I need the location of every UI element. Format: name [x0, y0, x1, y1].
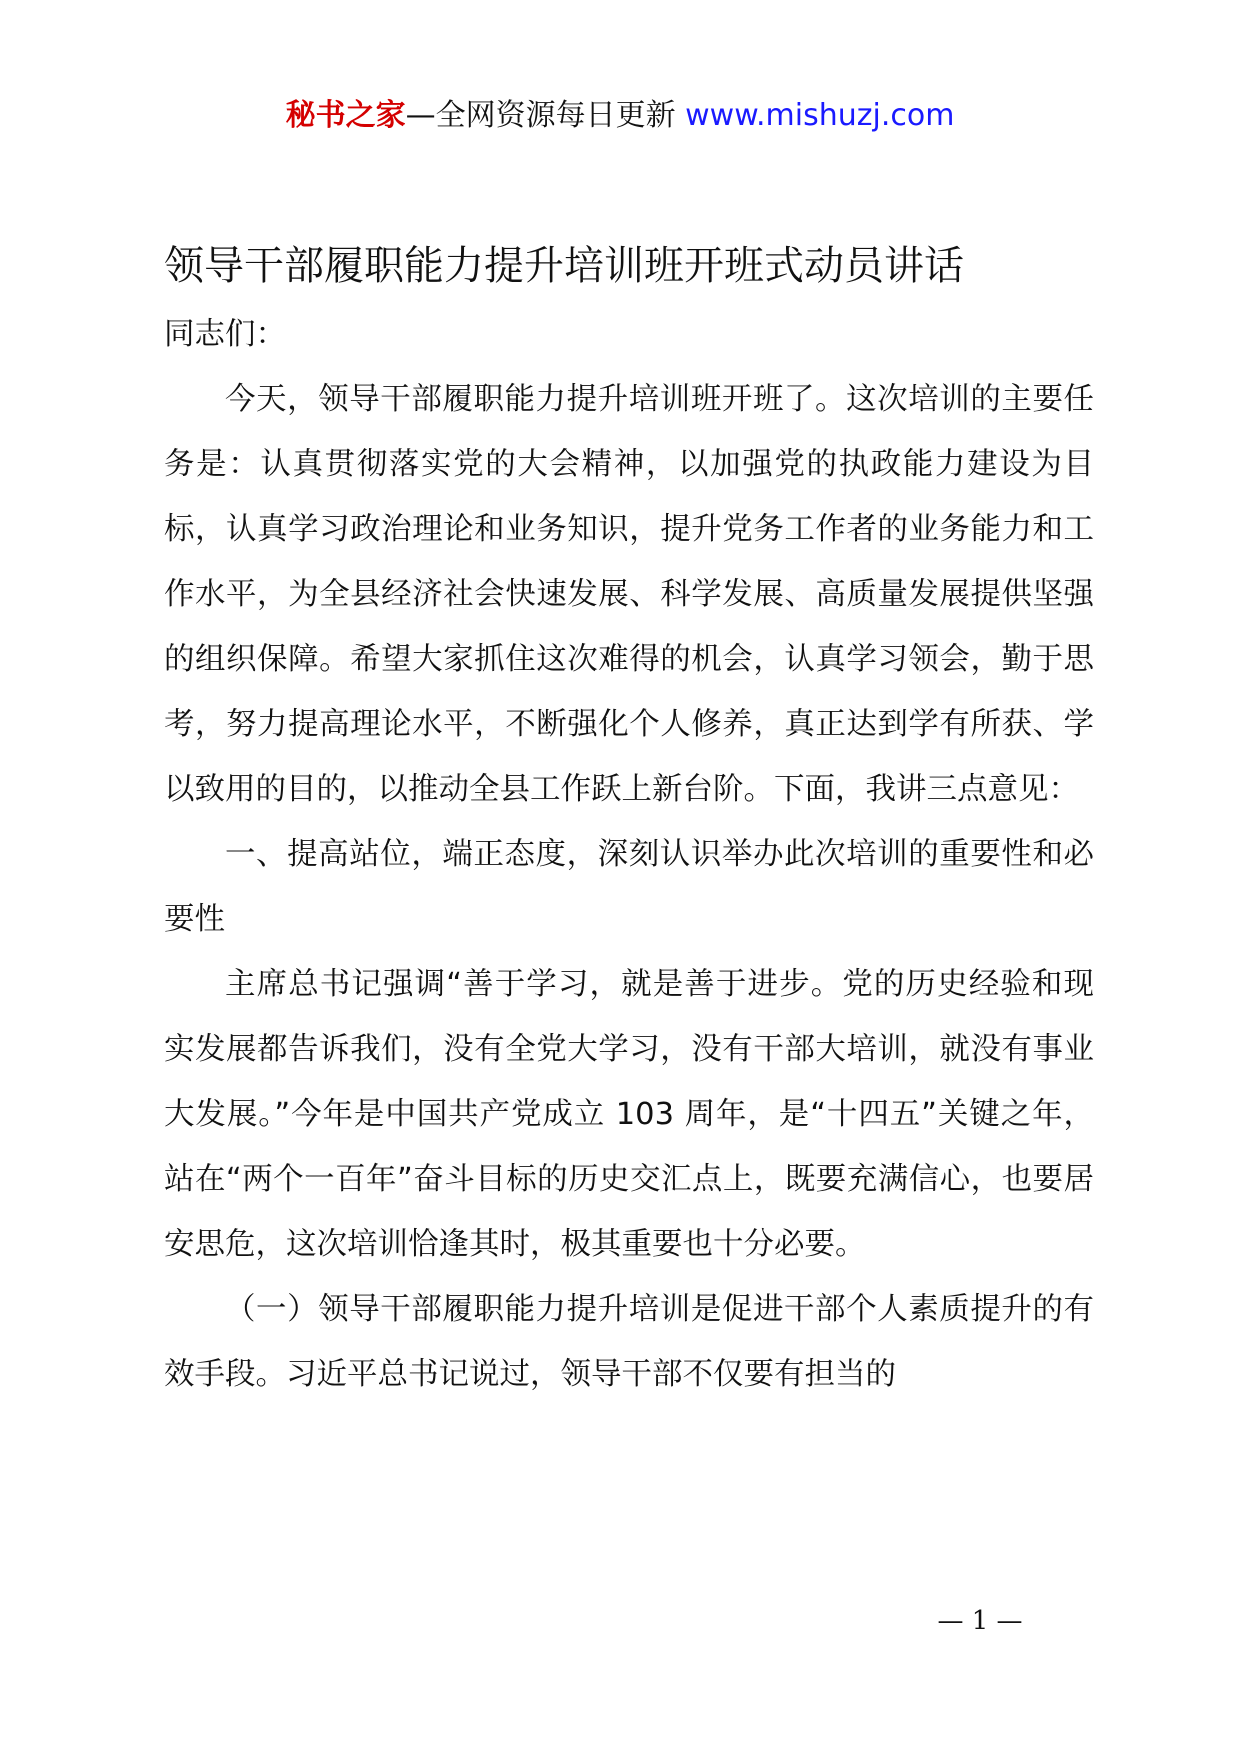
banner-slogan: —全网资源每日更新	[405, 98, 676, 133]
website-link[interactable]: www.mishuzj.com	[685, 98, 955, 133]
page-number: — 1 —	[937, 1606, 1023, 1636]
site-banner	[0, 96, 1240, 136]
salutation: 同志们：	[164, 317, 286, 352]
document-title: 领导干部履职能力提升培训班开班式动员讲话	[164, 243, 964, 289]
paragraph-intro: 今天，领导干部履职能力提升培训班开班了。这次培训的主要任务是：认真贯彻落实党的大会精神，以加强党的执政能力建设为目标，认真学习政治理论和业务知识，提升党务工作者的业务能力和工作水平，为全县经济社会快速发展、科学发展、高质量发展提供坚强的组织保障。希望大家抓住这次难得的机会，认真学习领会，勤于思考，努力提高理论水平，不断强化个人修养，真正达到学有所获、学以致用的目的，以推动全县工作跃上新台阶。下面，我讲三点意见：	[164, 382, 1094, 807]
brand-name: 秘书之家	[285, 98, 406, 133]
paragraph-subsection-1: （一）领导干部履职能力提升培训是促进干部个人素质提升的有效手段。习近平总书记说过，领导干部不仅要有担当的	[164, 1292, 1094, 1392]
document-body	[164, 302, 1094, 1407]
section-heading-1: 一、提高站位，端正态度，深刻认识举办此次培训的重要性和必要性	[164, 837, 1094, 937]
paragraph-quote: 主席总书记强调“善于学习，就是善于进步。党的历史经验和现实发展都告诉我们，没有全党大学习，没有干部大培训，就没有事业大发展。”今年是中国共产党成立 103 周年，是“十四五”关键之年，站在“两个一百年”奋斗目标的历史交汇点上，既要充满信心，也要居安思危，这次培训恰逢其时，极其重要也十分必要。	[164, 967, 1094, 1262]
